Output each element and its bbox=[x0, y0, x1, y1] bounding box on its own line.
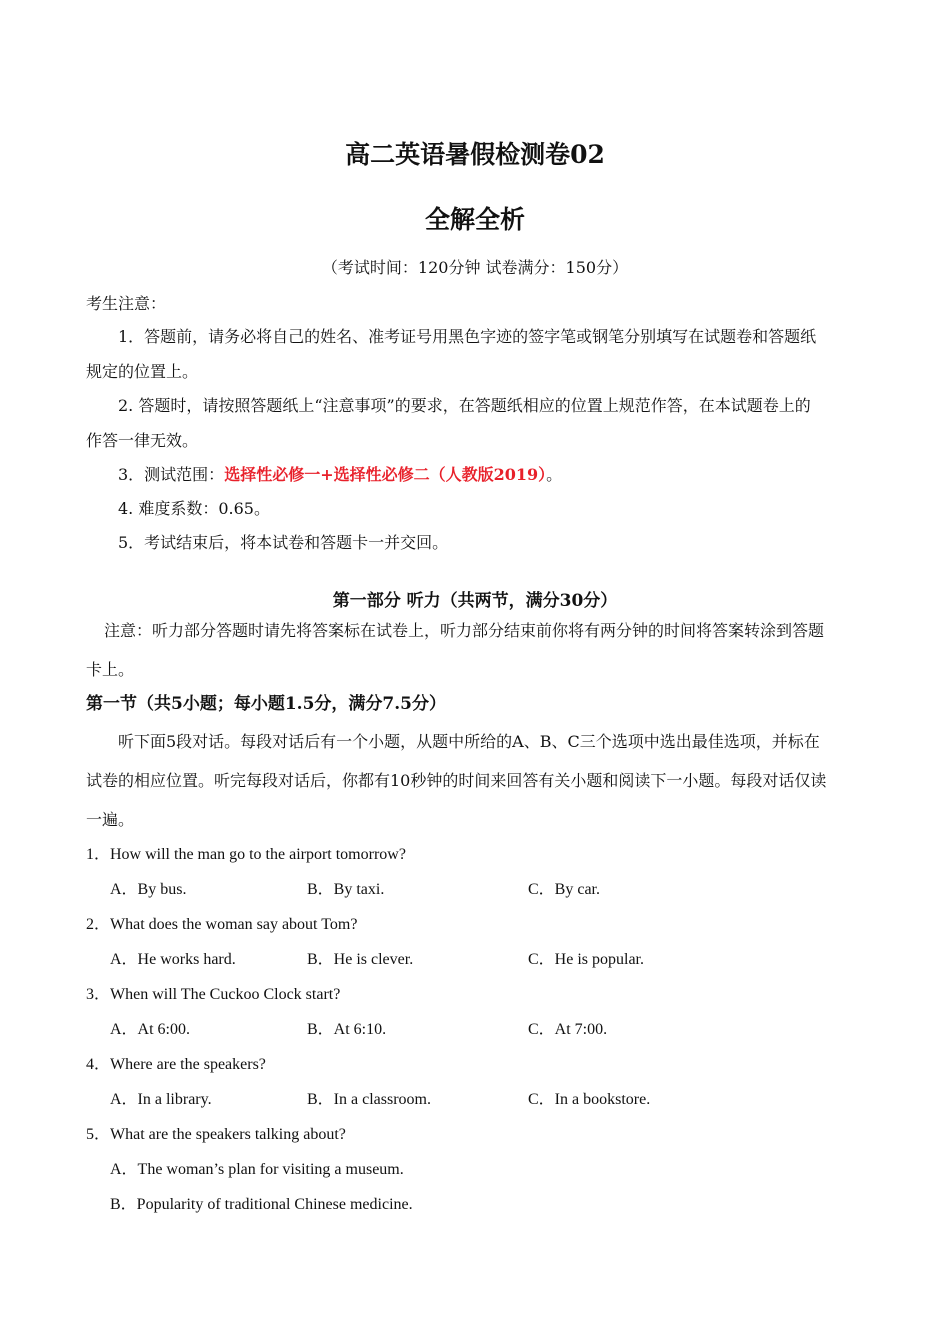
notice-item-4: 4. 难度系数：0.65。 bbox=[118, 499, 270, 518]
q5-option-b: B．Popularity of traditional Chinese medicine. bbox=[110, 1196, 413, 1213]
q3-option-c: C．At 7:00. bbox=[528, 1021, 608, 1038]
q1-option-a: A．By bus. bbox=[110, 881, 187, 898]
question-3: 3．When will The Cuckoo Clock start? bbox=[86, 986, 341, 1003]
q1-option-c: C．By car. bbox=[528, 881, 600, 898]
q4-option-b: B．In a classroom. bbox=[307, 1091, 431, 1108]
section1-instr-c: 一遍。 bbox=[86, 810, 135, 829]
page-title: 高二英语暑假检测卷02 bbox=[345, 140, 605, 169]
notice-item-1b: 规定的位置上。 bbox=[86, 362, 199, 381]
exam-info: （考试时间：120分钟 试卷满分：150分） bbox=[321, 258, 629, 277]
notice-item-5: 5．考试结束后，将本试卷和答题卡一并交回。 bbox=[118, 533, 449, 552]
q2-option-c: C．He is popular. bbox=[528, 951, 644, 968]
test-scope: 选择性必修一+选择性必修二（人教版2019） bbox=[224, 465, 547, 484]
notice-item-3 bbox=[118, 465, 562, 485]
q3-option-a: A．At 6:00. bbox=[110, 1021, 191, 1038]
notice-heading: 考生注意： bbox=[86, 294, 167, 313]
q2-option-b: B．He is clever. bbox=[307, 951, 414, 968]
q4-option-a: A．In a library. bbox=[110, 1091, 212, 1108]
question-1: 1．How will the man go to the airport tomorrow? bbox=[86, 846, 406, 863]
part1-note-b: 卡上。 bbox=[86, 660, 135, 679]
question-2: 2．What does the woman say about Tom? bbox=[86, 916, 358, 933]
q5-option-a: A．The woman’s plan for visiting a museum. bbox=[110, 1161, 404, 1178]
section1-heading: 第一节（共5小题；每小题1.5分，满分7.5分） bbox=[86, 694, 446, 714]
notice-item-1a: 1．答题前，请务必将自己的姓名、准考证号用黑色字迹的签字笔或钢笔分别填写在试题卷和答题纸 bbox=[118, 327, 817, 346]
section1-instr-a: 听下面5段对话。每段对话后有一个小题，从题中所给的A、B、C三个选项中选出最佳选项，并标在 bbox=[118, 732, 820, 751]
q4-option-c: C．In a bookstore. bbox=[528, 1091, 651, 1108]
page-subtitle: 全解全析 bbox=[424, 205, 525, 234]
q3-option-b: B．At 6:10. bbox=[307, 1021, 387, 1038]
notice-item-3-suffix: 。 bbox=[546, 465, 563, 484]
q1-option-b: B．By taxi. bbox=[307, 881, 385, 898]
part1-note-a: 注意：听力部分答题时请先将答案标在试卷上，听力部分结束前你将有两分钟的时间将答案转涂到答题 bbox=[104, 621, 825, 640]
notice-item-2b: 作答一律无效。 bbox=[86, 431, 199, 450]
part1-heading: 第一部分 听力（共两节，满分30分） bbox=[332, 591, 618, 611]
section1-instr-b: 试卷的相应位置。听完每段对话后，你都有10秒钟的时间来回答有关小题和阅读下一小题。每段对话仅读 bbox=[86, 771, 827, 790]
notice-item-2a: 2. 答题时，请按照答题纸上“注意事项”的要求，在答题纸相应的位置上规范作答，在本试题卷上的 bbox=[118, 396, 811, 415]
q2-option-a: A．He works hard. bbox=[110, 951, 236, 968]
notice-item-3-prefix: 3．测试范围： bbox=[118, 465, 225, 484]
question-4: 4．Where are the speakers? bbox=[86, 1056, 266, 1073]
question-5: 5．What are the speakers talking about? bbox=[86, 1126, 346, 1143]
